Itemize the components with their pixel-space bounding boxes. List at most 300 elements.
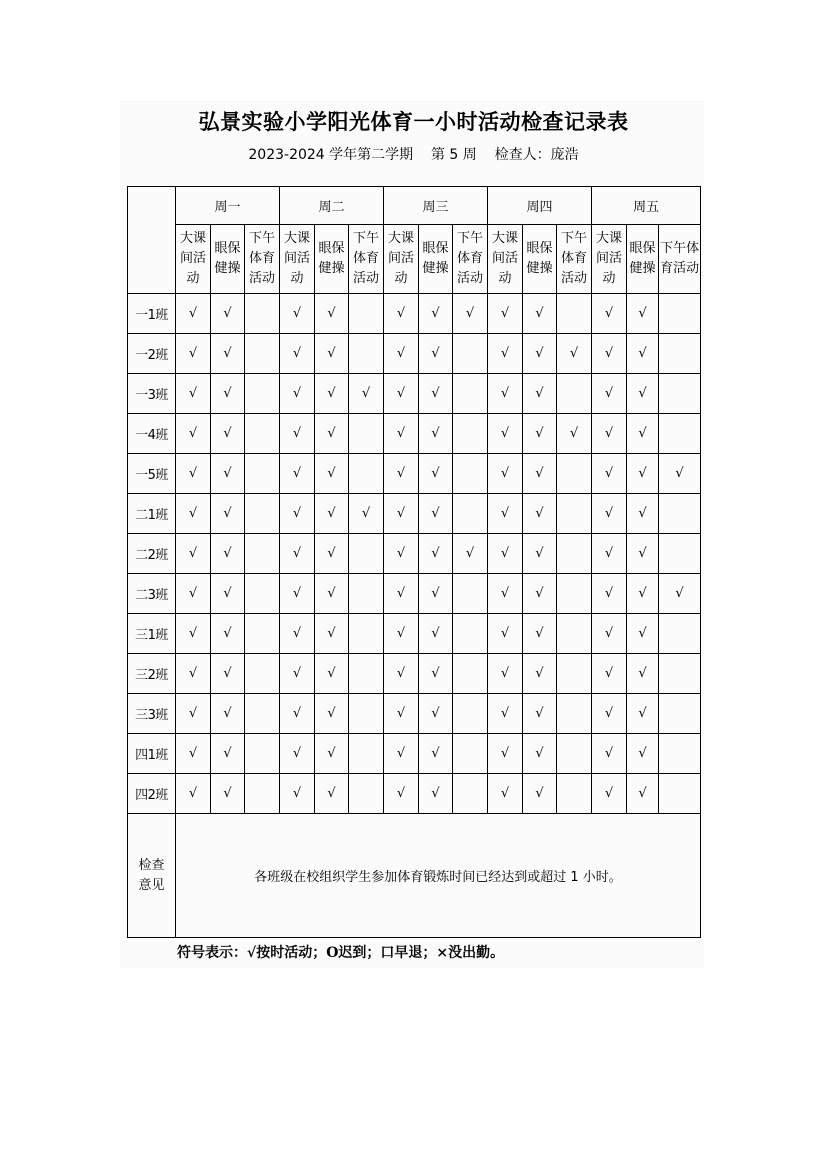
check-mark: √ xyxy=(500,346,510,361)
check-cell xyxy=(245,294,280,334)
check-cell xyxy=(384,534,419,574)
check-mark: √ xyxy=(396,666,406,681)
check-mark: √ xyxy=(431,666,440,681)
check-mark: √ xyxy=(604,386,614,401)
check-cell xyxy=(557,414,592,454)
check-mark: √ xyxy=(500,586,510,601)
activity-header xyxy=(659,225,701,294)
check-mark: √ xyxy=(604,666,614,681)
check-mark: √ xyxy=(327,626,336,641)
class-label: 二3班 xyxy=(128,574,176,614)
check-cell xyxy=(453,334,488,374)
check-cell xyxy=(488,694,523,734)
check-cell xyxy=(592,774,627,814)
check-cell xyxy=(315,294,349,334)
check-cell xyxy=(592,614,627,654)
check-mark: √ xyxy=(500,786,510,801)
activity-header-line: 间活 xyxy=(179,251,206,266)
check-mark: √ xyxy=(535,706,544,721)
check-mark: √ xyxy=(223,586,232,601)
week-text: 第 5 周 xyxy=(430,147,477,163)
check-cell xyxy=(523,614,557,654)
check-cell xyxy=(488,534,523,574)
check-mark: √ xyxy=(604,586,614,601)
activity-header xyxy=(453,225,488,294)
check-mark: √ xyxy=(535,386,544,401)
check-mark: √ xyxy=(569,346,579,361)
check-mark: √ xyxy=(604,626,614,641)
check-cell xyxy=(176,494,211,534)
check-cell xyxy=(488,414,523,454)
check-mark: √ xyxy=(292,706,302,721)
check-cell xyxy=(419,694,453,734)
legend-text: 符号表示：√按时活动；O迟到；口早退；×没出勤。 xyxy=(177,945,505,961)
check-cell xyxy=(384,454,419,494)
check-cell xyxy=(349,334,384,374)
check-cell xyxy=(280,694,315,734)
check-cell xyxy=(523,694,557,734)
day-header: 周五 xyxy=(592,187,701,225)
check-cell xyxy=(315,454,349,494)
check-cell xyxy=(211,734,245,774)
check-cell xyxy=(245,334,280,374)
activity-header-line: 健操 xyxy=(318,261,345,276)
check-cell xyxy=(176,734,211,774)
check-mark: √ xyxy=(500,306,510,321)
check-mark: √ xyxy=(327,546,336,561)
check-cell xyxy=(592,534,627,574)
check-cell xyxy=(315,334,349,374)
check-cell xyxy=(245,774,280,814)
activity-header-line: 眼保 xyxy=(629,241,656,256)
check-mark: √ xyxy=(327,426,336,441)
activity-header-line: 活动 xyxy=(249,271,276,286)
table-row xyxy=(128,494,701,534)
check-cell xyxy=(419,534,453,574)
check-cell xyxy=(280,374,315,414)
check-mark: √ xyxy=(604,426,614,441)
activity-header-line: 下午 xyxy=(353,231,380,246)
check-mark: √ xyxy=(431,786,440,801)
table-row xyxy=(128,534,701,574)
check-mark: √ xyxy=(188,666,198,681)
check-mark: √ xyxy=(188,706,198,721)
check-mark: √ xyxy=(188,786,198,801)
check-mark: √ xyxy=(292,426,302,441)
check-cell xyxy=(176,574,211,614)
check-cell xyxy=(176,654,211,694)
check-cell xyxy=(453,454,488,494)
check-cell xyxy=(627,574,659,614)
check-cell xyxy=(384,734,419,774)
check-mark: √ xyxy=(500,626,510,641)
activity-header-line: 眼保 xyxy=(318,241,345,256)
check-mark: √ xyxy=(535,666,544,681)
check-cell xyxy=(384,774,419,814)
activity-header-line: 体育 xyxy=(561,251,588,266)
check-mark: √ xyxy=(500,466,510,481)
check-cell xyxy=(659,414,701,454)
check-cell xyxy=(315,574,349,614)
check-mark: √ xyxy=(431,386,440,401)
check-cell xyxy=(280,574,315,614)
check-cell xyxy=(659,374,701,414)
activity-header-line: 大课 xyxy=(492,231,519,246)
check-mark: √ xyxy=(292,386,302,401)
check-cell xyxy=(211,334,245,374)
check-mark: √ xyxy=(396,386,406,401)
class-label: 一1班 xyxy=(128,294,176,334)
check-cell xyxy=(659,294,701,334)
check-cell xyxy=(488,654,523,694)
check-cell xyxy=(211,294,245,334)
check-mark: √ xyxy=(638,386,647,401)
check-mark: √ xyxy=(188,466,198,481)
check-mark: √ xyxy=(500,546,510,561)
check-cell xyxy=(280,334,315,374)
check-cell xyxy=(627,734,659,774)
check-mark: √ xyxy=(675,586,684,601)
check-cell xyxy=(419,774,453,814)
check-cell xyxy=(523,494,557,534)
class-label: 一4班 xyxy=(128,414,176,454)
check-cell xyxy=(211,454,245,494)
check-mark: √ xyxy=(465,546,475,561)
check-mark: √ xyxy=(535,346,544,361)
check-cell xyxy=(211,694,245,734)
check-cell xyxy=(384,334,419,374)
class-label: 二2班 xyxy=(128,534,176,574)
check-cell xyxy=(627,654,659,694)
check-mark: √ xyxy=(675,466,684,481)
opinion-label-line: 检查 xyxy=(138,857,165,873)
check-cell xyxy=(419,334,453,374)
check-cell xyxy=(453,614,488,654)
check-mark: √ xyxy=(396,546,406,561)
activity-header-line: 动 xyxy=(290,271,304,286)
check-cell xyxy=(280,534,315,574)
check-mark: √ xyxy=(361,386,371,401)
check-cell xyxy=(523,334,557,374)
check-cell xyxy=(488,774,523,814)
check-mark: √ xyxy=(431,466,440,481)
check-mark: √ xyxy=(223,626,232,641)
activity-header-line: 体育 xyxy=(353,251,380,266)
check-mark: √ xyxy=(431,346,440,361)
check-cell xyxy=(384,494,419,534)
check-cell xyxy=(384,294,419,334)
page-title: 弘景实验小学阳光体育一小时活动检查记录表 xyxy=(198,109,629,134)
check-cell xyxy=(245,574,280,614)
day-header: 周一 xyxy=(176,187,280,225)
check-mark: √ xyxy=(188,346,198,361)
check-cell xyxy=(419,414,453,454)
check-cell xyxy=(419,574,453,614)
check-cell xyxy=(592,654,627,694)
check-mark: √ xyxy=(604,706,614,721)
check-cell xyxy=(453,734,488,774)
check-cell xyxy=(349,414,384,454)
activity-header-line: 健操 xyxy=(214,261,241,276)
check-cell xyxy=(523,654,557,694)
activity-header-line: 下午 xyxy=(457,231,484,246)
check-mark: √ xyxy=(396,746,406,761)
check-mark: √ xyxy=(535,506,544,521)
check-mark: √ xyxy=(638,506,647,521)
check-mark: √ xyxy=(569,426,579,441)
activity-header-line: 下午体 xyxy=(660,241,700,256)
check-cell xyxy=(592,414,627,454)
check-mark: √ xyxy=(535,466,544,481)
check-cell xyxy=(280,654,315,694)
activity-header xyxy=(280,225,315,294)
activity-header xyxy=(349,225,384,294)
check-cell xyxy=(659,734,701,774)
class-label: 四1班 xyxy=(128,734,176,774)
activity-header-line: 间活 xyxy=(284,251,311,266)
check-cell xyxy=(419,454,453,494)
activity-header-line: 间活 xyxy=(388,251,415,266)
check-mark: √ xyxy=(535,586,544,601)
check-mark: √ xyxy=(292,466,302,481)
check-mark: √ xyxy=(535,746,544,761)
check-cell xyxy=(349,694,384,734)
activity-header-line: 活动 xyxy=(561,271,588,286)
check-mark: √ xyxy=(223,746,232,761)
activity-header-line: 大课 xyxy=(284,231,311,246)
check-cell xyxy=(557,494,592,534)
check-cell xyxy=(349,574,384,614)
check-cell xyxy=(245,654,280,694)
opinion-row xyxy=(128,814,701,938)
subtitle xyxy=(0,144,827,164)
check-mark: √ xyxy=(638,466,647,481)
check-mark: √ xyxy=(327,706,336,721)
check-cell xyxy=(176,694,211,734)
check-mark: √ xyxy=(604,466,614,481)
activity-header xyxy=(592,225,627,294)
check-mark: √ xyxy=(188,746,198,761)
table-row xyxy=(128,374,701,414)
check-cell xyxy=(627,774,659,814)
activity-header xyxy=(211,225,245,294)
activity-header-line: 眼保 xyxy=(526,241,553,256)
activity-header-line: 动 xyxy=(498,271,512,286)
check-cell xyxy=(245,614,280,654)
check-cell xyxy=(592,334,627,374)
check-cell xyxy=(176,534,211,574)
check-cell xyxy=(627,414,659,454)
check-mark: √ xyxy=(327,746,336,761)
check-cell xyxy=(349,654,384,694)
check-cell xyxy=(557,294,592,334)
check-cell xyxy=(176,294,211,334)
check-cell xyxy=(557,574,592,614)
check-cell xyxy=(453,494,488,534)
check-cell xyxy=(419,614,453,654)
check-mark: √ xyxy=(292,346,302,361)
inspector-text: 检查人：庞浩 xyxy=(494,147,579,163)
check-cell xyxy=(627,614,659,654)
check-cell xyxy=(453,694,488,734)
table-row xyxy=(128,574,701,614)
check-mark: √ xyxy=(292,786,302,801)
activity-header-line: 下午 xyxy=(249,231,276,246)
check-mark: √ xyxy=(292,506,302,521)
check-cell xyxy=(349,454,384,494)
check-mark: √ xyxy=(535,426,544,441)
check-mark: √ xyxy=(188,386,198,401)
check-mark: √ xyxy=(638,746,647,761)
check-mark: √ xyxy=(223,706,232,721)
table-row xyxy=(128,654,701,694)
check-mark: √ xyxy=(292,666,302,681)
check-cell xyxy=(211,654,245,694)
check-cell xyxy=(211,534,245,574)
check-cell xyxy=(592,574,627,614)
check-cell xyxy=(211,614,245,654)
activity-header-line: 大课 xyxy=(388,231,415,246)
check-mark: √ xyxy=(223,386,232,401)
activity-header-line: 体育 xyxy=(457,251,484,266)
check-cell xyxy=(315,734,349,774)
check-cell xyxy=(488,574,523,614)
check-cell xyxy=(384,574,419,614)
check-mark: √ xyxy=(223,346,232,361)
check-mark: √ xyxy=(604,786,614,801)
check-mark: √ xyxy=(638,666,647,681)
check-mark: √ xyxy=(327,346,336,361)
check-cell xyxy=(349,494,384,534)
check-mark: √ xyxy=(638,306,647,321)
check-cell xyxy=(384,374,419,414)
check-mark: √ xyxy=(327,786,336,801)
check-mark: √ xyxy=(431,506,440,521)
check-cell xyxy=(315,494,349,534)
check-mark: √ xyxy=(223,506,232,521)
check-mark: √ xyxy=(396,626,406,641)
check-mark: √ xyxy=(361,506,371,521)
check-cell xyxy=(659,454,701,494)
check-cell xyxy=(176,374,211,414)
check-mark: √ xyxy=(223,546,232,561)
check-cell xyxy=(245,694,280,734)
check-cell xyxy=(592,694,627,734)
check-cell xyxy=(419,494,453,534)
table-row xyxy=(128,614,701,654)
table-row xyxy=(128,414,701,454)
check-cell xyxy=(592,454,627,494)
check-mark: √ xyxy=(188,546,198,561)
check-cell xyxy=(419,734,453,774)
check-cell xyxy=(557,734,592,774)
check-cell xyxy=(659,774,701,814)
check-cell xyxy=(315,654,349,694)
check-mark: √ xyxy=(223,786,232,801)
check-cell xyxy=(488,454,523,494)
check-cell xyxy=(523,774,557,814)
check-mark: √ xyxy=(604,506,614,521)
opinion-text: 各班级在校组织学生参加体育锻炼时间已经达到或超过 1 小时。 xyxy=(176,814,701,938)
check-cell xyxy=(245,454,280,494)
activity-header xyxy=(176,225,211,294)
check-cell xyxy=(523,574,557,614)
check-mark: √ xyxy=(431,546,440,561)
check-cell xyxy=(557,454,592,494)
check-cell xyxy=(659,334,701,374)
check-mark: √ xyxy=(431,706,440,721)
check-cell xyxy=(523,374,557,414)
check-mark: √ xyxy=(327,306,336,321)
check-mark: √ xyxy=(638,346,647,361)
check-mark: √ xyxy=(604,546,614,561)
check-mark: √ xyxy=(327,506,336,521)
check-mark: √ xyxy=(535,306,544,321)
check-cell xyxy=(557,334,592,374)
class-label: 二1班 xyxy=(128,494,176,534)
check-mark: √ xyxy=(396,306,406,321)
check-cell xyxy=(211,494,245,534)
check-mark: √ xyxy=(188,506,198,521)
check-cell xyxy=(453,574,488,614)
check-mark: √ xyxy=(396,786,406,801)
class-label: 一5班 xyxy=(128,454,176,494)
check-cell xyxy=(453,374,488,414)
check-mark: √ xyxy=(431,586,440,601)
check-cell xyxy=(627,374,659,414)
check-cell xyxy=(557,374,592,414)
check-mark: √ xyxy=(431,306,440,321)
check-cell xyxy=(384,694,419,734)
check-cell xyxy=(659,654,701,694)
check-mark: √ xyxy=(188,626,198,641)
check-cell xyxy=(523,534,557,574)
check-cell xyxy=(592,374,627,414)
check-cell xyxy=(176,614,211,654)
class-label: 一2班 xyxy=(128,334,176,374)
check-mark: √ xyxy=(223,466,232,481)
check-mark: √ xyxy=(535,546,544,561)
activity-header xyxy=(419,225,453,294)
check-cell xyxy=(280,734,315,774)
check-cell xyxy=(419,654,453,694)
activity-header xyxy=(315,225,349,294)
activity-header-line: 健操 xyxy=(422,261,449,276)
check-mark: √ xyxy=(500,706,510,721)
check-mark: √ xyxy=(292,306,302,321)
check-cell xyxy=(211,414,245,454)
activity-header-line: 眼保 xyxy=(214,241,241,256)
check-cell xyxy=(280,454,315,494)
check-mark: √ xyxy=(327,586,336,601)
check-mark: √ xyxy=(535,626,544,641)
activity-header-line: 大课 xyxy=(596,231,623,246)
check-mark: √ xyxy=(292,586,302,601)
check-cell xyxy=(280,294,315,334)
check-mark: √ xyxy=(500,506,510,521)
check-mark: √ xyxy=(188,306,198,321)
table-row xyxy=(128,334,701,374)
check-cell xyxy=(659,534,701,574)
check-cell xyxy=(315,374,349,414)
activity-header-line: 大课 xyxy=(179,231,206,246)
check-cell xyxy=(557,774,592,814)
check-cell xyxy=(349,734,384,774)
opinion-label xyxy=(128,814,176,938)
check-cell xyxy=(245,414,280,454)
check-cell xyxy=(453,654,488,694)
check-mark: √ xyxy=(604,346,614,361)
